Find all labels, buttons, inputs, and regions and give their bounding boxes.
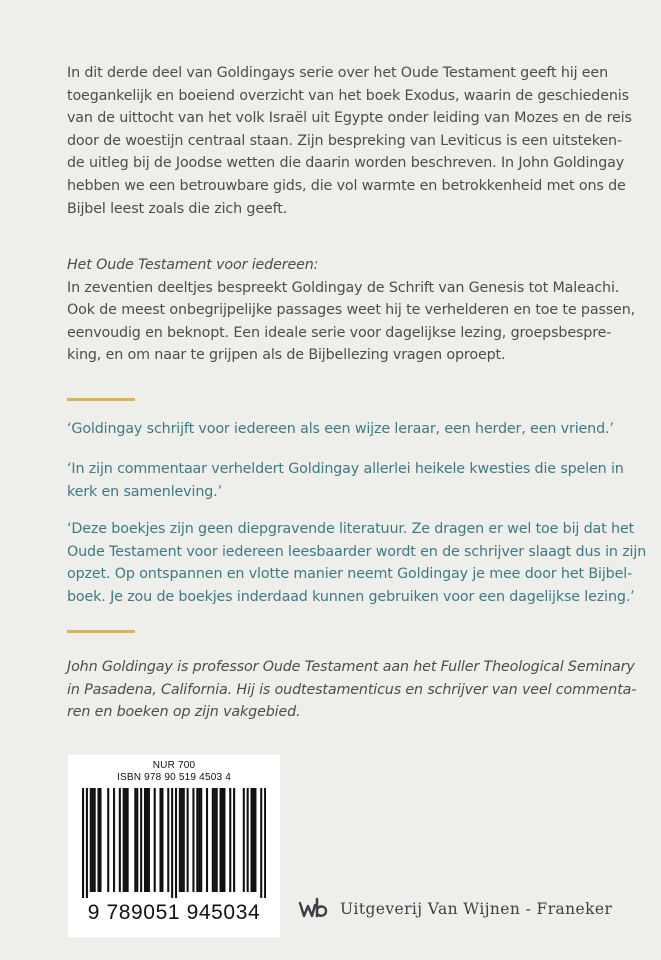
- barcode-bar: [99, 788, 101, 892]
- barcode-bar: [134, 788, 136, 892]
- intro-line: Bijbel leest zoals die zich geeft.: [67, 200, 288, 217]
- quote-line: kerk en samenleving.’: [67, 483, 222, 500]
- barcode-bar: [86, 788, 88, 898]
- barcode-bar: [187, 788, 189, 892]
- barcode-bar: [229, 788, 231, 892]
- barcode-bar: [161, 788, 163, 892]
- intro-line: hebben we een betrouwbare gids, die vol warmte en betrokkenheid met ons de: [67, 177, 626, 194]
- barcode-bar: [220, 788, 222, 892]
- barcode-bar: [144, 788, 146, 892]
- barcode-bar: [216, 788, 218, 892]
- barcode-bar: [221, 788, 223, 892]
- barcode-bar: [94, 788, 96, 892]
- barcode-digits: 9 789051 945034: [87, 901, 261, 924]
- bio-line: in Pasadena, California. Hij is oudtestamenticus en schrijver van veel commenta-: [67, 681, 637, 698]
- barcode-bars: [82, 788, 266, 898]
- intro-paragraph: [67, 62, 632, 220]
- accent-rule-top: [67, 398, 135, 401]
- quote-line: ‘Goldingay schrijft voor iedereen als een wijze leraar, een herder, een vriend.’: [67, 421, 614, 437]
- bio-line: John Goldingay is professor Oude Testament aan het Fuller Theological Seminary: [67, 659, 635, 675]
- bio-line: ren en boeken op zijn vakgebied.: [67, 704, 301, 721]
- quote-line: ‘In zijn commentaar verheldert Goldingay allerlei heikele kwesties die spelen in: [67, 461, 624, 477]
- accent-rule-bottom: [67, 630, 135, 633]
- barcode-bar: [247, 788, 249, 892]
- series-line: Ook de meest onbegrijpelijke passages weet hij te verhelderen en toe te passen,: [67, 302, 635, 319]
- nur-code: NUR 700: [152, 760, 196, 771]
- series-line: king, en om naar te grijpen als de Bijbellezing vragen oproept.: [67, 347, 506, 364]
- intro-line: de uitleg bij de Joodse wetten die daarin worden beschreven. In John Goldingay: [67, 155, 625, 172]
- publisher-logo-icon: [298, 897, 328, 921]
- publisher-name: Uitgeverij Van Wijnen - Franeker: [340, 900, 613, 918]
- quote-2: [67, 458, 627, 503]
- quote-line: Oude Testament voor iedereen leesbaarder wordt en de schrijver slaagt dus in zijn: [67, 543, 647, 560]
- barcode-bar: [107, 788, 109, 892]
- intro-line: van de uittocht van het volk Israël uit Egypte onder leiding van Mozes en de reis: [67, 110, 632, 127]
- barcode-bar: [167, 788, 169, 892]
- barcode-bar: [214, 788, 216, 892]
- barcode-bar: [119, 788, 121, 892]
- barcode-bar: [148, 788, 150, 892]
- barcode-bar: [243, 788, 245, 892]
- intro-line: door de woestijn centraal staan. Zijn bespreking van Leviticus is een uitsteken-: [67, 132, 622, 149]
- barcode-bar: [198, 788, 200, 892]
- intro-line: In dit derde deel van Goldingays serie over het Oude Testament geeft hij een: [67, 65, 608, 81]
- barcode-bar: [196, 788, 198, 892]
- series-line: In zeventien deeltjes bespreekt Goldingay de Schrift van Genesis tot Maleachi.: [67, 279, 620, 296]
- quote-3: [67, 518, 647, 608]
- barcode-bar: [212, 788, 214, 892]
- barcode-bar: [82, 788, 84, 898]
- quote-line: boek. Je zou de boekjes inderdaad kunnen gebruiken voor een dagelijkse lezing.’: [67, 588, 635, 605]
- barcode-bar: [97, 788, 99, 892]
- barcode-bar: [264, 788, 266, 898]
- barcode-bar: [223, 788, 225, 892]
- isbn-label: ISBN 978 90 519 4503 4: [117, 772, 231, 783]
- barcode-bar: [251, 788, 253, 892]
- barcode-bar: [171, 788, 173, 898]
- barcode-bar: [113, 788, 115, 892]
- barcode-bar: [127, 788, 129, 892]
- barcode-bar: [159, 788, 161, 892]
- barcode-bar: [254, 788, 256, 892]
- barcode-panel: [68, 755, 280, 937]
- barcode-bar: [260, 788, 262, 898]
- barcode-bar: [146, 788, 148, 892]
- barcode-bar: [200, 788, 202, 892]
- barcode-bar: [179, 788, 181, 892]
- author-bio: [67, 656, 637, 724]
- quote-line: ‘Deze boekjes zijn geen diepgravende literatuur. Ze dragen er wel toe bij dat het: [67, 521, 635, 537]
- barcode-bar: [206, 788, 208, 892]
- barcode-bar: [90, 788, 92, 892]
- barcode-bar: [183, 788, 185, 892]
- barcode-bar: [233, 788, 235, 892]
- barcode-bar: [140, 788, 142, 892]
- series-paragraph: [67, 254, 635, 367]
- series-line: eenvoudig en beknopt. Een ideale serie voor dagelijkse lezing, groepsbespre-: [67, 324, 612, 341]
- barcode-bar: [192, 788, 194, 892]
- barcode-bar: [154, 788, 156, 892]
- intro-line: toegankelijk en boeiend overzicht van het boek Exodus, waarin de geschiedenis: [67, 87, 629, 104]
- barcode-bar: [125, 788, 127, 892]
- barcode-bar: [92, 788, 94, 892]
- barcode-bar: [181, 788, 183, 892]
- quote-1: [67, 418, 627, 441]
- barcode-bar: [136, 788, 138, 892]
- publisher-block: [298, 894, 612, 924]
- quote-line: opzet. Op ontspannen en vlotte manier neemt Goldingay je mee door het Bijbel-: [67, 566, 633, 583]
- series-heading: Het Oude Testament voor iedereen:: [67, 257, 319, 273]
- barcode-bar: [175, 788, 177, 898]
- barcode-bar: [123, 788, 125, 892]
- barcode-bar: [252, 788, 254, 892]
